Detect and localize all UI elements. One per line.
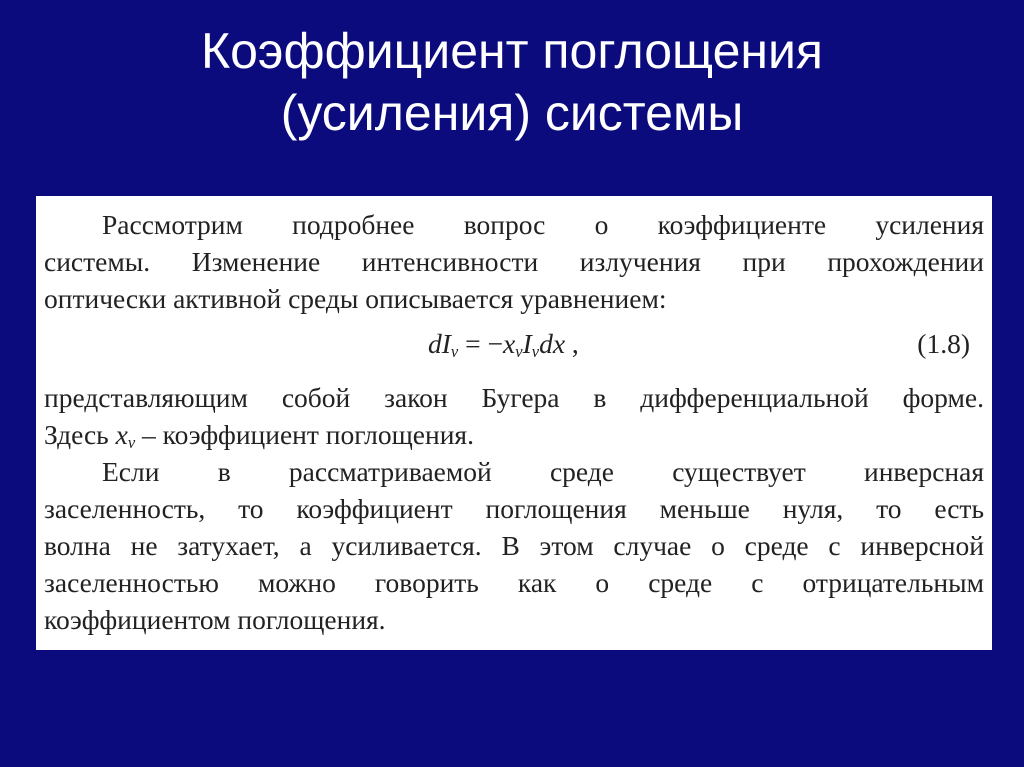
eq-trail: , <box>565 328 579 359</box>
equation-row <box>44 321 984 367</box>
eq-i-sub: ν <box>531 342 540 362</box>
text-panel <box>36 196 992 650</box>
paragraph-3-line-3: волна не затухает, а усиливается. В этом случае о среде с инверсной <box>44 530 984 561</box>
slide-title-line-1: Коэффициент поглощения <box>201 23 823 79</box>
paragraph-1-line-1: Рассмотрим подробнее вопрос о коэффициенте усиления <box>102 209 984 240</box>
paragraph-3-line-5: коэффициентом поглощения. <box>44 604 386 635</box>
eq-lhs-sub: ν <box>450 342 459 362</box>
paragraph-1-line-3: оптически активной среды описывается уравнением: <box>44 283 667 314</box>
paragraph-3-line-1: Если в рассматриваемой среде существует инверсная <box>102 456 984 487</box>
slide-title <box>0 20 1024 144</box>
equation-number: (1.8) <box>917 328 970 359</box>
paragraph-1-line-2: системы. Изменение интенсивности излучения при прохождении <box>44 246 984 277</box>
p2-var-x: x <box>115 419 128 450</box>
paragraph-3-line-4: заселенностью можно говорить как о среде с отрицательным <box>44 567 984 598</box>
eq-x-sub: ν <box>515 342 523 362</box>
paragraph-2-line-2 <box>44 416 984 453</box>
eq-i: I <box>522 328 532 359</box>
equation <box>428 325 579 370</box>
eq-sign: = − <box>458 328 504 359</box>
paragraph-3-line-2: заселенность, то коэффициент поглощения меньше нуля, то есть <box>44 493 984 524</box>
p2-before: Здесь <box>44 419 116 450</box>
slide-title-line-2: (усиления) системы <box>280 85 744 141</box>
eq-lhs: dI <box>428 328 451 359</box>
p2-var-sub: ν <box>127 433 136 453</box>
eq-x: x <box>503 328 516 359</box>
eq-dx: dx <box>539 328 566 359</box>
p2-after: – коэффициент поглощения. <box>135 419 474 450</box>
p2-variable <box>115 419 136 453</box>
paragraph-2-line-1: представляющим собой закон Бугера в дифференциальной форме. <box>44 382 984 413</box>
